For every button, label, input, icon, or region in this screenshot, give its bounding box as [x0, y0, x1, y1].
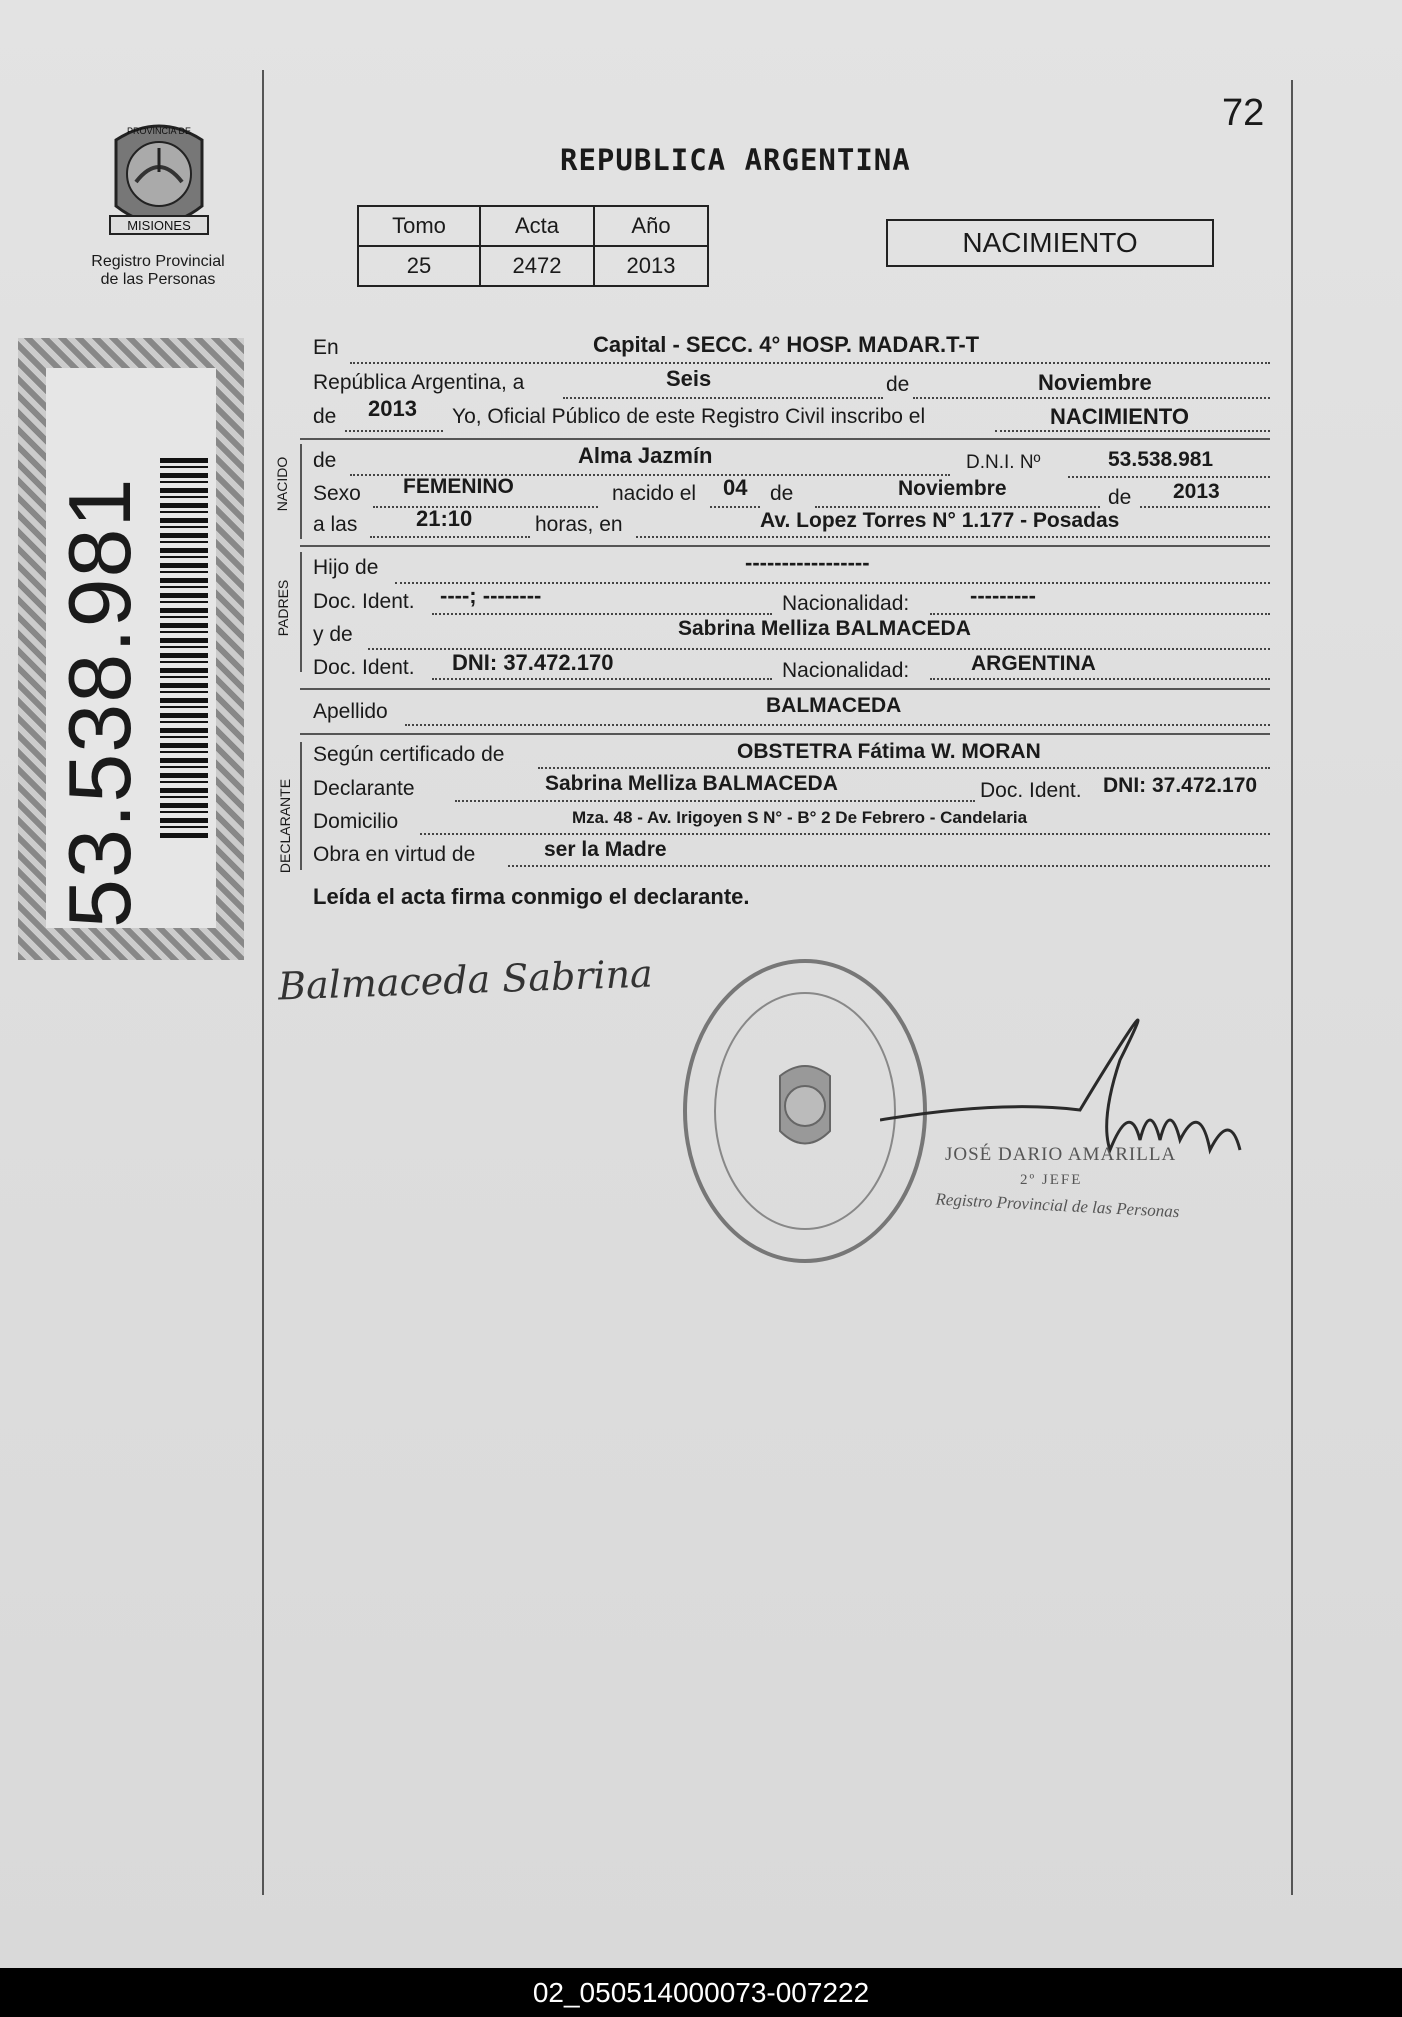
province-coat-of-arms-logo [96, 112, 222, 248]
day-value: Seis [666, 366, 712, 391]
page-number: 72 [1222, 92, 1265, 134]
barcode-number: 53.538.981 [50, 477, 149, 928]
father-name: ----------------- [745, 550, 870, 575]
alas-label: a las [313, 513, 358, 536]
document-title: REPUBLICA ARGENTINA [560, 143, 911, 177]
apellido-label: Apellido [313, 700, 388, 723]
birth-year: 2013 [1173, 480, 1220, 503]
birth-day-dotted-line [710, 506, 760, 508]
padres-bracket [300, 552, 302, 672]
barcode-bars [160, 458, 208, 838]
republica-label: República Argentina, a [313, 371, 525, 394]
declarante-label: Declarante [313, 777, 415, 800]
apellido-value: BALMACEDA [766, 694, 902, 717]
declarante-doc: DNI: 37.472.170 [1103, 774, 1258, 797]
registry-header-tomo: Tomo [358, 206, 480, 246]
obra-dotted-line [508, 865, 1270, 867]
de-label: de [886, 373, 910, 396]
cert-dotted-line [538, 767, 1270, 769]
footer-code: 02_050514000073-007222 [0, 1968, 1402, 2017]
place-dotted-line [636, 536, 1270, 538]
mother-nationality: ARGENTINA [971, 652, 1096, 675]
doc2-dotted-line [432, 678, 772, 680]
birth-day: 04 [723, 475, 748, 500]
domicilio-label: Domicilio [313, 810, 399, 833]
yde-label: y de [313, 623, 353, 646]
official-signature-stamp [880, 1000, 1260, 1240]
time-dotted-line [370, 536, 530, 538]
en-dotted-line [350, 362, 1270, 364]
cert-value: OBSTETRA Fátima W. MORAN [737, 740, 1041, 763]
sexo-dotted-line [373, 506, 598, 508]
separator-1 [300, 438, 1270, 440]
registry-table [357, 205, 709, 287]
section-label-padres: PADRES [275, 579, 291, 637]
declarante-value: Sabrina Melliza BALMACEDA [545, 772, 838, 795]
birth-place: Av. Lopez Torres N° 1.177 - Posadas [760, 509, 1120, 532]
certificate-type-box: NACIMIENTO [886, 219, 1214, 267]
section-label-declarante: DECLARANTE [277, 778, 293, 874]
official-office: Registro Provincial de las Personas [934, 1189, 1180, 1222]
birth-time: 21:10 [416, 506, 473, 531]
apellido-dotted-line [405, 724, 1270, 726]
read-statement: Leída el acta firma conmigo el declarante. [313, 884, 750, 909]
sexo-value: FEMENINO [403, 475, 514, 498]
nacido-bracket [300, 444, 302, 539]
child-name: Alma Jazmín [578, 443, 713, 468]
doc2-label: Doc. Ident. [313, 656, 415, 679]
logo-caption [78, 253, 238, 289]
registry-header-row [358, 206, 708, 246]
registry-value-tomo: 25 [358, 246, 480, 286]
officer-text: Yo, Oficial Público de este Registro Civil inscribo el [452, 405, 926, 428]
cert-label: Según certificado de [313, 743, 505, 766]
nac2-dotted-line [930, 678, 1270, 680]
nac1-dotted-line [930, 613, 1270, 615]
left-margin-line [262, 70, 264, 1895]
official-role: 2º JEFE [1020, 1172, 1083, 1188]
act-value: NACIMIENTO [1050, 404, 1189, 429]
obra-value: ser la Madre [544, 838, 667, 861]
registry-header-anio: Año [594, 206, 708, 246]
father-doc: ----; -------- [440, 583, 542, 608]
mother-doc: DNI: 37.472.170 [452, 650, 614, 675]
doc1-label: Doc. Ident. [313, 590, 415, 613]
father-nationality: --------- [970, 583, 1036, 608]
section-label-nacido: NACIDO [274, 456, 290, 512]
barcode-sticker [18, 338, 244, 960]
nac2-label: Nacionalidad: [782, 659, 910, 682]
hijo-de-label: Hijo de [313, 556, 379, 579]
birth-month: Noviembre [898, 477, 1007, 500]
horas-label: horas, en [535, 513, 623, 536]
mother-name: Sabrina Melliza BALMACEDA [678, 617, 971, 640]
right-margin-line [1291, 80, 1293, 1895]
separator-3 [300, 688, 1270, 690]
dni-dotted-line [1068, 476, 1270, 478]
year-dotted-line [345, 430, 443, 432]
barcode-sticker-inner [46, 368, 216, 928]
birth-month-dotted-line [815, 506, 1100, 508]
en-label: En [313, 336, 339, 359]
domicilio-value: Mza. 48 - Av. Irigoyen S N° - B° 2 De Febrero - Candelaria [572, 808, 1028, 827]
birth-de-label-2: de [1108, 486, 1132, 509]
separator-4 [300, 733, 1270, 735]
declarante-dotted-line [455, 800, 975, 802]
logo-caption-line-1: Registro Provincial [91, 253, 225, 270]
doc1-dotted-line [432, 613, 772, 615]
sexo-label: Sexo [313, 482, 361, 505]
child-dni: 53.538.981 [1108, 448, 1214, 471]
logo-text-top: PROVINCIA DE [126, 126, 192, 136]
registry-value-anio: 2013 [594, 246, 708, 286]
birth-de-label-1: de [770, 482, 794, 505]
registry-value-acta: 2472 [480, 246, 594, 286]
registry-header-acta: Acta [480, 206, 594, 246]
logo-text-bottom: MISIONES [127, 218, 191, 233]
nacido-de-label: de [313, 449, 337, 472]
nacido-el-label: nacido el [612, 482, 697, 505]
en-value: Capital - SECC. 4° HOSP. MADAR.T-T [593, 332, 980, 357]
decl-doc-label: Doc. Ident. [980, 779, 1082, 802]
month-dotted-line [913, 397, 1270, 399]
declarante-bracket [300, 742, 302, 870]
obra-label: Obra en virtud de [313, 843, 476, 866]
year-value: 2013 [368, 396, 417, 421]
dni-label: D.N.I. Nº [966, 452, 1041, 473]
registry-value-row [358, 246, 708, 286]
declarant-signature: Balmaceda Sabrina [277, 951, 654, 1009]
day-dotted-line [563, 397, 883, 399]
month-value: Noviembre [1038, 370, 1152, 395]
separator-2 [300, 545, 1270, 547]
logo-caption-line-2: de las Personas [100, 271, 216, 288]
year-de-label: de [313, 405, 337, 428]
nac1-label: Nacionalidad: [782, 592, 910, 615]
act-dotted-line [995, 430, 1270, 432]
domicilio-dotted-line [420, 833, 1270, 835]
birth-year-dotted-line [1140, 506, 1270, 508]
official-name: JOSÉ DARIO AMARILLA [945, 1144, 1177, 1165]
